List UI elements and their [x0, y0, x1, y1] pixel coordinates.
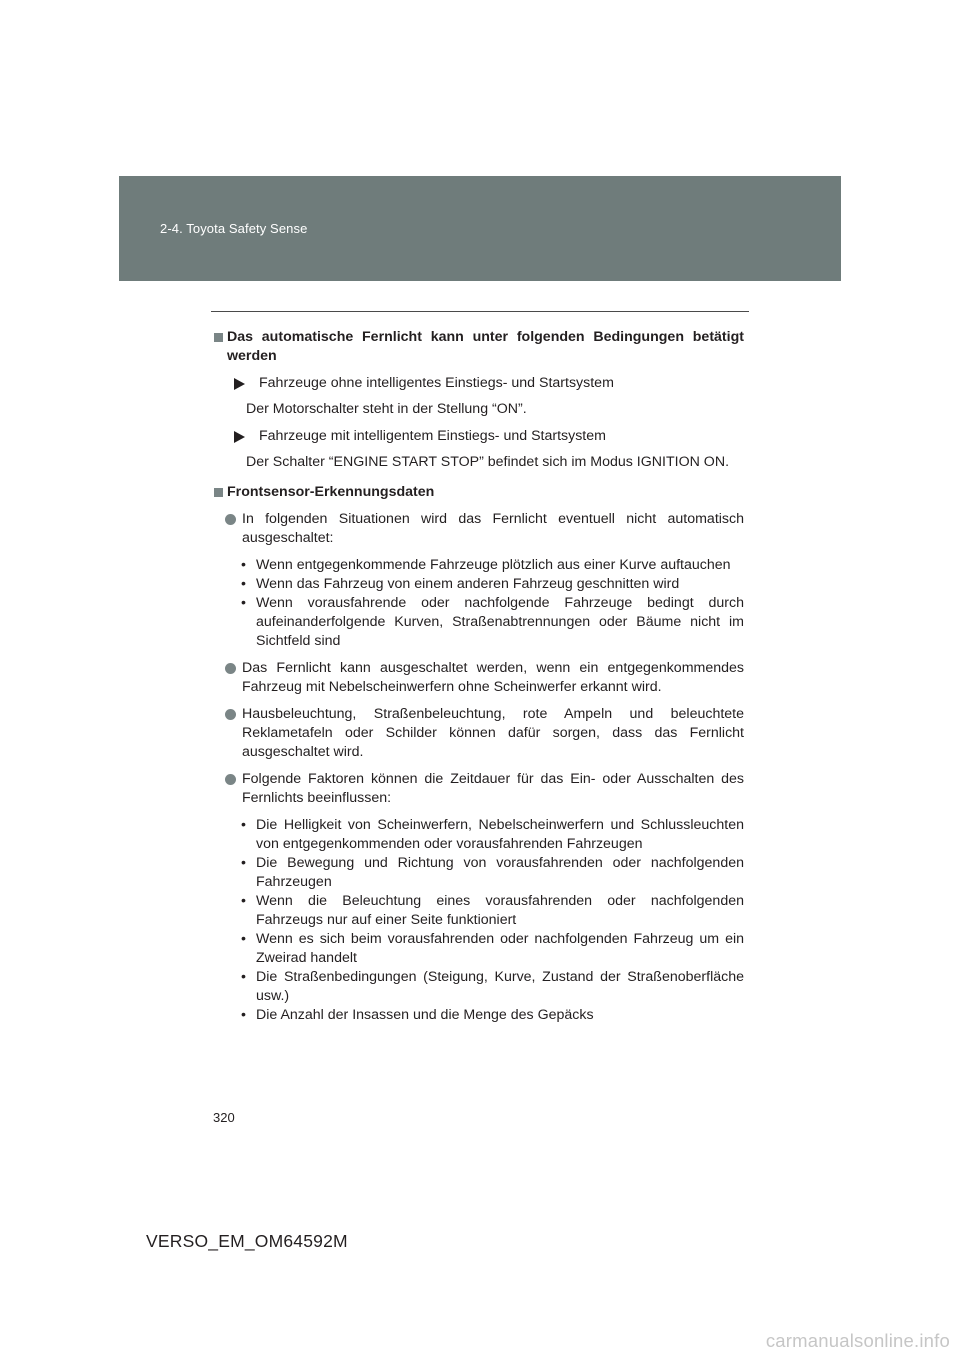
circle-bullet-icon: [225, 514, 236, 525]
condition-text: Der Motorschalter steht in der Stellung “ON”.: [246, 401, 527, 417]
condition-label: [214, 374, 744, 393]
condition-label-text: Fahrzeuge ohne intelligentes Einstiegs- und Startsystem: [259, 375, 614, 391]
info-item: [214, 705, 744, 762]
info-item-text: Hausbeleuchtung, Straßenbeleuchtung, rote Ampeln und beleuchtete Reklametafeln oder Schilder können dafür sorgen, dass das Fernlicht ausgeschaltet wird.: [242, 706, 744, 760]
section-heading: [214, 483, 744, 502]
condition-label: [214, 427, 744, 446]
page-content: [214, 328, 744, 1025]
circle-bullet-icon: [225, 774, 236, 785]
section-heading: [214, 328, 744, 366]
watermark: carmanualsonline.info: [765, 1330, 950, 1351]
condition-label-text: Fahrzeuge mit intelligentem Einstiegs- und Startsystem: [259, 428, 606, 444]
list-item: • Wenn die Beleuchtung eines vorausfahrenden oder nachfolgenden Fahrzeugs nur auf einer Seite funktioniert: [241, 893, 744, 928]
circle-bullet-icon: [225, 663, 236, 674]
info-item: [214, 770, 744, 808]
square-bullet-icon: [214, 488, 223, 497]
list-item: • Wenn entgegenkommende Fahrzeuge plötzlich aus einer Kurve auftauchen: [241, 557, 731, 573]
info-item: [214, 510, 744, 548]
list-item: • Die Straßenbedingungen (Steigung, Kurve, Zustand der Straßenoberfläche usw.): [241, 969, 744, 1004]
bullet-list: [214, 816, 744, 1025]
square-bullet-icon: [214, 333, 223, 342]
condition-text: Der Schalter “ENGINE START STOP” befindet sich im Modus IGNITION ON.: [246, 454, 730, 470]
page-number: 320: [213, 1110, 235, 1125]
section-heading-text: Frontsensor-Erkennungsdaten: [227, 484, 435, 500]
section-heading-text: Das automatische Fernlicht kann unter folgenden Bedingungen betätigt werden: [227, 329, 744, 364]
info-item-text: Das Fernlicht kann ausgeschaltet werden, wenn ein entgegenkommendes Fahrzeug mit Nebelscheinwerfern ohne Scheinwerfer erkannt wird.: [242, 660, 744, 695]
circle-bullet-icon: [225, 709, 236, 720]
triangle-arrow-icon: [234, 431, 245, 443]
section-title: 2-4. Toyota Safety Sense: [160, 221, 308, 236]
list-item: • Wenn es sich beim vorausfahrenden oder nachfolgenden Fahrzeug um ein Zweirad handelt: [241, 931, 744, 966]
header-band: [119, 176, 841, 281]
list-item: • Wenn das Fahrzeug von einem anderen Fahrzeug geschnitten wird: [241, 576, 680, 592]
info-item: [214, 659, 744, 697]
top-divider: [211, 311, 749, 312]
list-item: • Wenn vorausfahrende oder nachfolgende Fahrzeuge bedingt durch aufeinanderfolgende Kurven, Straßenabtrennungen oder Bäume nicht im Sichtfeld sind: [241, 595, 744, 649]
list-item: • Die Anzahl der Insassen und die Menge des Gepäcks: [241, 1007, 594, 1023]
list-item: • Die Bewegung und Richtung von vorausfahrenden oder nachfolgenden Fahrzeugen: [241, 855, 744, 890]
info-item-text: Folgende Faktoren können die Zeitdauer für das Ein- oder Ausschalten des Fernlichts beeinflussen:: [242, 771, 744, 806]
list-item: • Die Helligkeit von Scheinwerfern, Nebelscheinwerfern und Schlussleuchten von entgegenkommenden oder vorausfahrenden Fahrzeugen: [241, 817, 744, 852]
manual-code: VERSO_EM_OM64592M: [146, 1231, 348, 1251]
bullet-list: [214, 556, 744, 651]
info-item-text: In folgenden Situationen wird das Fernlicht eventuell nicht automatisch ausgeschaltet:: [242, 511, 744, 546]
triangle-arrow-icon: [234, 378, 245, 390]
